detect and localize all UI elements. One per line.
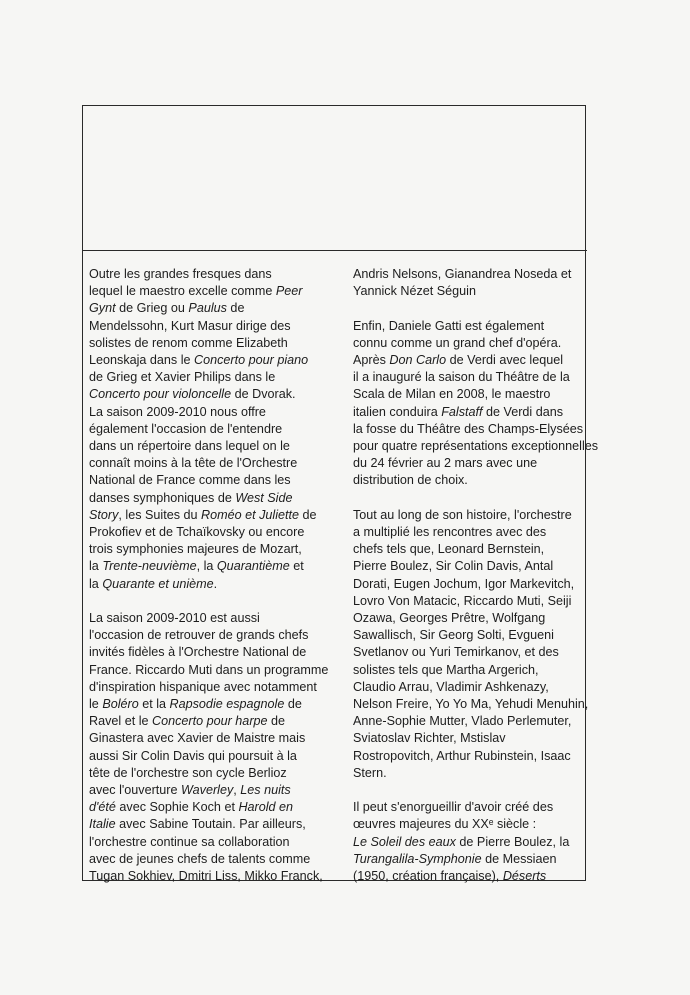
text-run: avec Sophie Koch et	[115, 800, 239, 815]
right-column	[353, 266, 599, 902]
italic-title: Roméo et Juliette	[201, 507, 300, 522]
text-run: Outre les grandes fresques dans	[89, 267, 272, 281]
text-run: (1950, création française),	[353, 869, 503, 884]
text-run: Yannick Nézet Séguin	[353, 284, 476, 299]
text-line	[89, 335, 329, 352]
text-run: de Grieg ou	[115, 301, 189, 316]
italic-title: Gynt	[89, 301, 116, 316]
text-run: Il peut s'enorgueillir d'avoir créé des	[353, 800, 554, 815]
text-line	[89, 472, 329, 489]
text-run: trois symphonies majeures de Mozart,	[89, 542, 302, 557]
text-run: italien conduira	[353, 404, 442, 419]
header-blank-area	[83, 106, 585, 250]
text-line	[353, 816, 585, 833]
text-line	[353, 730, 585, 747]
text-run: Leonskaja dans le	[89, 353, 195, 368]
text-run: connaît moins à la tête de l'Orchestre	[89, 456, 298, 471]
italic-title: Waverley	[181, 783, 234, 798]
text-line	[89, 404, 329, 421]
text-line	[353, 283, 585, 300]
text-line	[89, 868, 329, 885]
text-run: chefs tels que, Leonard Bernstein,	[353, 542, 545, 557]
text-run: œuvres majeures du XXᵉ siècle :	[353, 817, 537, 832]
italic-title: Falstaff	[441, 404, 483, 419]
italic-title: Harold en	[238, 800, 294, 815]
italic-title: Concerto pour harpe	[152, 714, 268, 729]
text-run: La saison 2009-2010 est aussi	[89, 611, 260, 626]
text-line	[353, 438, 599, 455]
text-line	[89, 300, 329, 317]
text-line	[89, 765, 329, 782]
italic-title: Concerto pour violoncelle	[89, 387, 232, 402]
text-line	[353, 524, 585, 541]
text-line	[89, 283, 329, 300]
text-line	[89, 644, 329, 661]
italic-title: Trente-neuvième	[102, 559, 197, 574]
text-line	[89, 834, 329, 851]
text-line	[89, 266, 329, 283]
text-run: pour quatre représentations exceptionnelles	[353, 439, 599, 454]
text-run: danses symphoniques de	[89, 490, 236, 505]
text-line	[353, 696, 589, 713]
text-run: de Dvorak.	[231, 387, 296, 402]
text-run: Lovro Von Matacic, Riccardo Muti, Seiji	[353, 593, 572, 608]
text-line	[353, 421, 585, 438]
text-line	[353, 318, 585, 335]
text-line	[89, 455, 329, 472]
text-line	[89, 782, 329, 799]
text-line	[353, 576, 585, 593]
text-run: Ozawa, Georges Prêtre, Wolfgang	[353, 611, 546, 626]
text-run: tête de l'orchestre son cycle Berlioz	[89, 765, 287, 780]
text-run: de Messiaen	[481, 851, 557, 866]
text-run: Anne-Sophie Mutter, Vlado Perlemuter,	[353, 714, 572, 729]
text-line	[89, 369, 329, 386]
text-line	[89, 524, 329, 541]
text-line	[89, 507, 329, 524]
text-run: , la	[196, 559, 217, 574]
italic-title: Quarantième	[216, 559, 290, 574]
italic-title: Story	[89, 507, 119, 522]
text-run: de	[299, 507, 317, 522]
text-run: du 24 février au 2 mars avec une	[353, 456, 538, 471]
text-run: de Grieg et Xavier Philips dans le	[89, 370, 276, 385]
text-line	[353, 799, 585, 816]
text-line	[353, 851, 585, 868]
text-line	[353, 335, 585, 352]
header-rule	[83, 250, 587, 251]
paragraph	[353, 799, 585, 885]
text-line	[89, 438, 329, 455]
text-run: Dorati, Eugen Jochum, Igor Markevitch,	[353, 576, 575, 591]
italic-title: Boléro	[102, 697, 139, 712]
text-run: avec de jeunes chefs de talents comme	[89, 851, 311, 866]
italic-title: d'été	[89, 800, 116, 815]
text-run: invités fidèles à l'Orchestre National de	[89, 645, 307, 660]
paragraph	[353, 266, 585, 300]
text-run: France. Riccardo Muti dans un programme	[89, 662, 329, 677]
text-line	[353, 507, 585, 524]
text-run: aussi Sir Colin Davis qui poursuit à la	[89, 748, 297, 763]
text-run: de	[226, 301, 245, 316]
text-line	[89, 352, 329, 369]
text-run: et	[289, 559, 304, 574]
text-line	[89, 386, 329, 403]
text-line	[353, 748, 585, 765]
text-line	[353, 472, 585, 489]
italic-title: Rapsodie espagnole	[169, 697, 285, 712]
text-run: Tugan Sokhiev, Dmitri Liss, Mikko Franck,	[89, 869, 323, 884]
paragraph	[353, 318, 599, 490]
text-run: National de France comme dans les	[89, 473, 291, 488]
text-run: Stern.	[353, 765, 387, 780]
text-run: de	[267, 714, 286, 729]
text-run: Enfin, Daniele Gatti est également	[353, 318, 545, 333]
text-run: Nelson Freire, Yo Yo Ma, Yehudi Menuhin,	[353, 697, 589, 712]
text-run: Ravel et le	[89, 714, 152, 729]
text-line	[89, 799, 329, 816]
text-line	[89, 816, 329, 833]
text-line	[353, 593, 585, 610]
text-line	[353, 713, 585, 730]
text-line	[89, 696, 329, 713]
text-run: la	[89, 559, 103, 574]
page-frame	[82, 105, 599, 884]
text-line	[89, 730, 329, 747]
text-line	[89, 748, 329, 765]
italic-title: Concerto pour piano	[194, 353, 309, 368]
text-run: Rostropovitch, Arthur Rubinstein, Isaac	[353, 748, 571, 763]
text-line	[353, 541, 585, 558]
text-line	[353, 352, 585, 369]
text-line	[353, 369, 585, 386]
text-run: dans un répertoire dans lequel on le	[89, 439, 290, 454]
paragraph	[89, 266, 329, 593]
text-line	[353, 558, 585, 575]
text-line	[89, 713, 329, 730]
text-run: il a inauguré la saison du Théâtre de la	[353, 370, 570, 385]
text-run: Prokofiev et de Tchaïkovsky ou encore	[89, 525, 305, 540]
text-run: Sviatoslav Richter, Mstislav	[353, 731, 506, 746]
text-line	[353, 868, 585, 885]
text-run: Ginastera avec Xavier de Maistre mais	[89, 731, 306, 746]
text-run: Svetlanov ou Yuri Temirkanov, et des	[353, 645, 559, 660]
text-line	[89, 421, 329, 438]
text-line	[353, 662, 585, 679]
text-run: , les Suites du	[118, 507, 202, 522]
text-run: l'occasion de retrouver de grands chefs	[89, 628, 309, 643]
text-line	[89, 576, 329, 593]
text-run: de	[284, 697, 302, 712]
text-run: connu comme un grand chef d'opéra.	[353, 335, 562, 350]
text-run: Claudio Arrau, Vladimir Ashkenazy,	[353, 679, 549, 694]
text-run: lequel le maestro excelle comme	[89, 284, 276, 299]
text-line	[89, 541, 329, 558]
italic-title: Italie	[89, 817, 116, 832]
text-line	[89, 558, 329, 575]
text-run: Scala de Milan en 2008, le maestro	[353, 387, 551, 402]
text-run: .	[213, 576, 218, 591]
text-run: Pierre Boulez, Sir Colin Davis, Antal	[353, 559, 554, 574]
text-run: Mendelssohn, Kurt Masur dirige des	[89, 318, 291, 333]
text-line	[89, 627, 329, 644]
text-run: Après	[353, 353, 390, 367]
italic-title: Le Soleil des eaux	[353, 834, 456, 849]
text-run: Andris Nelsons, Gianandrea Noseda et	[353, 267, 572, 281]
text-line	[89, 610, 329, 627]
text-run: la fosse du Théâtre des Champs-Elysées	[353, 421, 584, 436]
italic-title: Quarante et unième	[102, 576, 214, 591]
text-run: l'orchestre continue sa collaboration	[89, 834, 290, 849]
italic-title: Turangalila-Symphonie	[353, 851, 482, 866]
text-line	[353, 404, 585, 421]
text-line	[353, 765, 585, 782]
italic-title: West Side	[235, 490, 293, 505]
text-line	[353, 266, 585, 283]
italic-title: Paulus	[188, 301, 227, 316]
text-line	[353, 834, 585, 851]
text-run: également l'occasion de l'entendre	[89, 421, 283, 436]
italic-title: Déserts	[502, 869, 547, 884]
text-run: solistes de renom comme Elizabeth	[89, 335, 288, 350]
text-run: Tout au long de son histoire, l'orchestre	[353, 507, 572, 522]
italic-title: Don Carlo	[389, 353, 447, 367]
text-line	[89, 679, 329, 696]
text-run: avec Sabine Toutain. Par ailleurs,	[115, 817, 306, 832]
text-line	[89, 851, 329, 868]
italic-title: Les nuits	[240, 783, 291, 798]
text-line	[353, 644, 585, 661]
text-run: distribution de choix.	[353, 473, 468, 488]
text-line	[353, 627, 585, 644]
text-run: et la	[138, 697, 170, 712]
text-run: La saison 2009-2010 nous offre	[89, 404, 266, 419]
text-run: d'inspiration hispanique avec notamment	[89, 679, 317, 694]
text-run: de Verdi dans	[482, 404, 564, 419]
left-column	[89, 266, 329, 902]
text-run: avec l'ouverture	[89, 783, 182, 798]
text-line	[353, 610, 585, 627]
text-line	[89, 318, 329, 335]
text-line	[353, 386, 585, 403]
text-run: Sawallisch, Sir Georg Solti, Evgueni	[353, 628, 554, 643]
text-run: la	[89, 576, 103, 591]
text-line	[353, 679, 585, 696]
text-run: a multiplié les rencontres avec des	[353, 525, 547, 540]
text-run: le	[89, 697, 103, 712]
text-run: de Verdi avec lequel	[446, 353, 564, 367]
text-line	[89, 490, 329, 507]
paragraph	[353, 507, 589, 782]
text-line	[89, 662, 329, 679]
text-run: ,	[233, 783, 241, 798]
text-run: de Pierre Boulez, la	[455, 834, 570, 849]
paragraph	[89, 610, 329, 885]
text-line	[353, 455, 585, 472]
italic-title: Peer	[275, 284, 303, 299]
text-run: solistes tels que Martha Argerich,	[353, 662, 539, 677]
